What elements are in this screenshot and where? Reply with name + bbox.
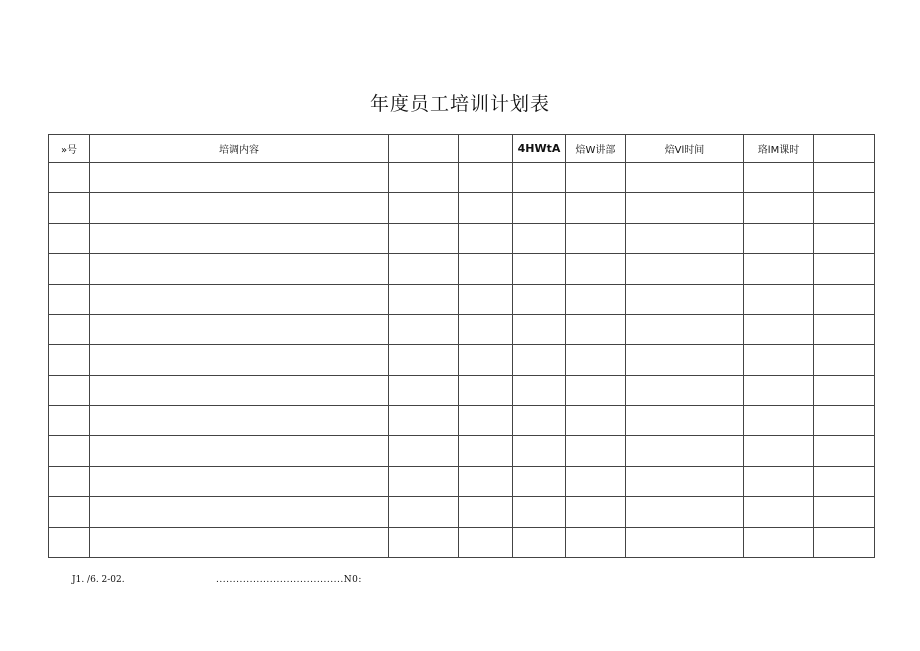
table-cell[interactable] bbox=[459, 223, 513, 253]
table-cell[interactable] bbox=[513, 254, 566, 284]
table-cell[interactable] bbox=[459, 345, 513, 375]
table-cell[interactable] bbox=[49, 527, 90, 558]
table-cell[interactable] bbox=[814, 345, 875, 375]
table-cell[interactable] bbox=[389, 527, 459, 558]
table-cell[interactable] bbox=[90, 345, 389, 375]
table-row bbox=[49, 466, 875, 496]
table-cell[interactable] bbox=[459, 527, 513, 558]
table-cell[interactable] bbox=[814, 223, 875, 253]
table-cell[interactable] bbox=[566, 284, 626, 314]
table-cell[interactable] bbox=[90, 436, 389, 466]
table-cell[interactable] bbox=[626, 284, 744, 314]
table-cell[interactable] bbox=[49, 436, 90, 466]
table-row bbox=[49, 527, 875, 558]
table-cell[interactable] bbox=[566, 375, 626, 405]
table-cell[interactable] bbox=[459, 406, 513, 436]
table-cell[interactable] bbox=[566, 223, 626, 253]
header-cell-content: 培调内容 bbox=[90, 135, 389, 163]
table-row bbox=[49, 314, 875, 344]
table-cell[interactable] bbox=[389, 466, 459, 496]
table-cell[interactable] bbox=[744, 314, 814, 344]
table-cell[interactable] bbox=[626, 223, 744, 253]
table-cell[interactable] bbox=[744, 345, 814, 375]
table-header-row bbox=[49, 135, 875, 163]
table-cell[interactable] bbox=[49, 375, 90, 405]
table-cell[interactable] bbox=[744, 497, 814, 527]
table-cell[interactable] bbox=[49, 406, 90, 436]
document-title: 年度员工培训计划表 bbox=[369, 93, 550, 115]
table-cell[interactable] bbox=[814, 163, 875, 193]
table-row bbox=[49, 345, 875, 375]
table-cell[interactable] bbox=[513, 497, 566, 527]
table-cell[interactable] bbox=[566, 466, 626, 496]
table-cell[interactable] bbox=[389, 284, 459, 314]
table-cell[interactable] bbox=[459, 436, 513, 466]
table-cell[interactable] bbox=[513, 314, 566, 344]
header-cell-blank-3 bbox=[814, 135, 875, 163]
header-cell-time: 焙Vl时间 bbox=[626, 135, 744, 163]
table-cell[interactable] bbox=[814, 436, 875, 466]
table-cell[interactable] bbox=[626, 497, 744, 527]
table-row bbox=[49, 436, 875, 466]
table-cell[interactable] bbox=[566, 314, 626, 344]
table-cell[interactable] bbox=[49, 314, 90, 344]
table-cell[interactable] bbox=[389, 223, 459, 253]
table-row bbox=[49, 284, 875, 314]
table-cell[interactable] bbox=[513, 345, 566, 375]
table-cell[interactable] bbox=[389, 406, 459, 436]
header-cell-lecturer: 焙W讲部 bbox=[566, 135, 626, 163]
table-cell[interactable] bbox=[814, 254, 875, 284]
table-cell[interactable] bbox=[389, 375, 459, 405]
table-cell[interactable] bbox=[459, 375, 513, 405]
table-cell[interactable] bbox=[49, 254, 90, 284]
table-cell[interactable] bbox=[90, 406, 389, 436]
table-cell[interactable] bbox=[49, 466, 90, 496]
table-cell[interactable] bbox=[744, 406, 814, 436]
table-cell[interactable] bbox=[626, 314, 744, 344]
table-cell[interactable] bbox=[513, 406, 566, 436]
table-cell[interactable] bbox=[814, 193, 875, 223]
table-cell[interactable] bbox=[566, 436, 626, 466]
table-cell[interactable] bbox=[566, 497, 626, 527]
table-cell[interactable] bbox=[566, 527, 626, 558]
table-cell[interactable] bbox=[459, 466, 513, 496]
table-cell[interactable] bbox=[90, 527, 389, 558]
table-cell[interactable] bbox=[744, 284, 814, 314]
table-cell[interactable] bbox=[513, 223, 566, 253]
header-cell-blank-1 bbox=[389, 135, 459, 163]
table-row bbox=[49, 254, 875, 284]
table-cell[interactable] bbox=[459, 163, 513, 193]
header-cell-col5: 4HWtA bbox=[513, 135, 566, 163]
table-cell[interactable] bbox=[459, 314, 513, 344]
table-cell[interactable] bbox=[90, 375, 389, 405]
table-cell[interactable] bbox=[389, 497, 459, 527]
table-cell[interactable] bbox=[49, 497, 90, 527]
header-cell-number: »号 bbox=[49, 135, 90, 163]
table-cell[interactable] bbox=[389, 193, 459, 223]
table-cell[interactable] bbox=[389, 345, 459, 375]
table-cell[interactable] bbox=[744, 466, 814, 496]
table-row bbox=[49, 406, 875, 436]
table-cell[interactable] bbox=[814, 284, 875, 314]
table-cell[interactable] bbox=[566, 163, 626, 193]
header-cell-hours: 珞lM课时 bbox=[744, 135, 814, 163]
table-cell[interactable] bbox=[744, 223, 814, 253]
table-cell[interactable] bbox=[513, 466, 566, 496]
table-cell[interactable] bbox=[626, 345, 744, 375]
table-cell[interactable] bbox=[626, 466, 744, 496]
table-cell[interactable] bbox=[744, 163, 814, 193]
table-cell[interactable] bbox=[566, 254, 626, 284]
table-cell[interactable] bbox=[626, 163, 744, 193]
table-body bbox=[49, 163, 875, 558]
table-cell[interactable] bbox=[626, 406, 744, 436]
table-cell[interactable] bbox=[513, 284, 566, 314]
table-cell[interactable] bbox=[513, 375, 566, 405]
table-cell[interactable] bbox=[90, 284, 389, 314]
table-cell[interactable] bbox=[389, 436, 459, 466]
table-cell[interactable] bbox=[626, 436, 744, 466]
table-row bbox=[49, 163, 875, 193]
table-cell[interactable] bbox=[814, 497, 875, 527]
table-cell[interactable] bbox=[459, 497, 513, 527]
form-code: J1. /6. 2-02. bbox=[72, 575, 125, 585]
table-cell[interactable] bbox=[389, 254, 459, 284]
table-cell[interactable] bbox=[814, 466, 875, 496]
table-row bbox=[49, 375, 875, 405]
table-cell[interactable] bbox=[459, 254, 513, 284]
training-plan-table bbox=[48, 134, 875, 558]
table-cell[interactable] bbox=[626, 527, 744, 558]
header-cell-blank-2 bbox=[459, 135, 513, 163]
table-cell[interactable] bbox=[814, 406, 875, 436]
table-cell[interactable] bbox=[90, 466, 389, 496]
table-cell[interactable] bbox=[566, 193, 626, 223]
table-cell[interactable] bbox=[626, 375, 744, 405]
table-cell[interactable] bbox=[90, 254, 389, 284]
table-cell[interactable] bbox=[49, 223, 90, 253]
form-number-field: ......................................N0: bbox=[216, 575, 362, 585]
table-cell[interactable] bbox=[389, 314, 459, 344]
table-cell[interactable] bbox=[513, 193, 566, 223]
table-cell[interactable] bbox=[49, 284, 90, 314]
table-cell[interactable] bbox=[744, 436, 814, 466]
table-cell[interactable] bbox=[49, 193, 90, 223]
table-cell[interactable] bbox=[626, 193, 744, 223]
table-cell[interactable] bbox=[513, 436, 566, 466]
table-cell[interactable] bbox=[814, 314, 875, 344]
table-cell[interactable] bbox=[814, 375, 875, 405]
table-cell[interactable] bbox=[49, 345, 90, 375]
table-cell[interactable] bbox=[626, 254, 744, 284]
table-cell[interactable] bbox=[513, 527, 566, 558]
table-cell[interactable] bbox=[566, 345, 626, 375]
table-cell[interactable] bbox=[744, 527, 814, 558]
table-cell[interactable] bbox=[90, 223, 389, 253]
table-cell[interactable] bbox=[566, 406, 626, 436]
table-cell[interactable] bbox=[49, 163, 90, 193]
table-row bbox=[49, 193, 875, 223]
table-cell[interactable] bbox=[389, 163, 459, 193]
table-row bbox=[49, 223, 875, 253]
table-cell[interactable] bbox=[744, 254, 814, 284]
table-row bbox=[49, 497, 875, 527]
table-cell[interactable] bbox=[90, 163, 389, 193]
table-cell[interactable] bbox=[90, 193, 389, 223]
table-cell[interactable] bbox=[744, 375, 814, 405]
table-cell[interactable] bbox=[513, 163, 566, 193]
table-cell[interactable] bbox=[459, 193, 513, 223]
table-cell[interactable] bbox=[744, 193, 814, 223]
table-cell[interactable] bbox=[90, 497, 389, 527]
table-cell[interactable] bbox=[90, 314, 389, 344]
table-cell[interactable] bbox=[814, 527, 875, 558]
table-cell[interactable] bbox=[459, 284, 513, 314]
